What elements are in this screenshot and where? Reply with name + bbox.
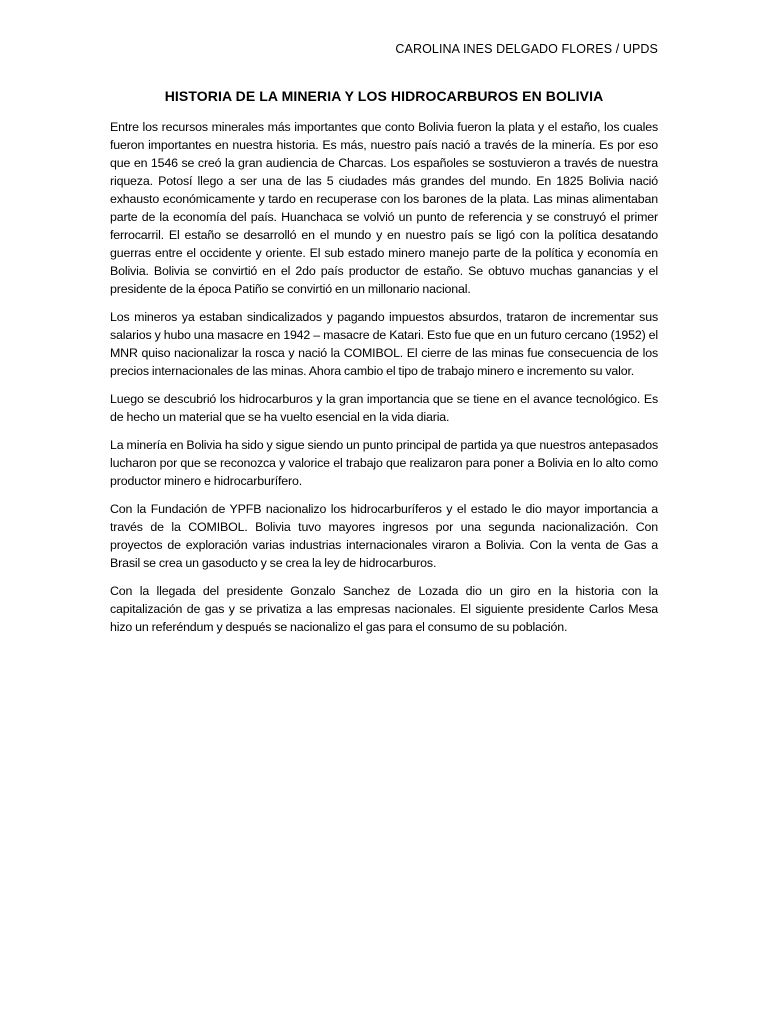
paragraph-6: Con la llegada del presidente Gonzalo Sanchez de Lozada dio un giro en la historia con la capitalización de gas y se privatiza a las empresas nacionales. El siguiente presidente Carlos Mesa hizo un referéndum y después se nacionalizo el gas para el consumo de su población.	[110, 584, 658, 634]
page-header-author: CAROLINA INES DELGADO FLORES / UPDS	[395, 42, 658, 56]
paragraph-1: Entre los recursos minerales más importantes que conto Bolivia fueron la plata y el estaño, los cuales fueron importantes en nuestra historia. Es más, nuestro país nació a través de la minería. Es por eso que en 1546 se creó la gran audiencia de Charcas. Los españoles se sostuvieron a través de nuestra riqueza. Potosí llego a ser una de las 5 ciudades más grandes del mundo. En 1825 Bolivia nació exhausto económicamente y tardo en recuperase con los barones de la plata. Las minas alimentaban parte de la economía del país. Huanchaca se volvió un punto de referencia y se construyó el primer ferrocarril. El estaño se desarrolló en el mundo y en nuestro país se ligó con la política desatando guerras entre el occidente y oriente. El sub estado minero manejo parte de la política y economía en Bolivia. Bolivia se convirtió en el 2do país productor de estaño. Se obtuvo muchas ganancias y el presidente de la época Patiño se convirtió en un millonario nacional.	[110, 120, 658, 296]
document-body	[110, 118, 658, 646]
document-title: HISTORIA DE LA MINERIA Y LOS HIDROCARBUROS EN BOLIVIA	[164, 88, 604, 104]
paragraph-3: Luego se descubrió los hidrocarburos y la gran importancia que se tiene en el avance tecnológico. Es de hecho un material que se ha vuelto esencial en la vida diaria.	[110, 392, 658, 424]
paragraph-2: Los mineros ya estaban sindicalizados y pagando impuestos absurdos, trataron de incrementar sus salarios y hubo una masacre en 1942 – masacre de Katari. Esto fue que en un futuro cercano (1952) el MNR quiso nacionalizar la rosca y nació la COMIBOL. El cierre de las minas fue consecuencia de los precios internacionales de las minas. Ahora cambio el tipo de trabajo minero e incremento su valor.	[110, 310, 658, 378]
paragraph-4: La minería en Bolivia ha sido y sigue siendo un punto principal de partida ya que nuestros antepasados lucharon por que se reconozca y valorice el trabajo que realizaron para poner a Bolivia en lo alto como productor minero e hidrocarburífero.	[110, 438, 658, 488]
paragraph-5: Con la Fundación de YPFB nacionalizo los hidrocarburíferos y el estado le dio mayor importancia a través de la COMIBOL. Bolivia tuvo mayores ingresos por una segunda nacionalización. Con proyectos de exploración varias industrias internacionales viraron a Bolivia. Con la venta de Gas a Brasil se crea un gasoducto y se crea la ley de hidrocarburos.	[110, 502, 658, 570]
